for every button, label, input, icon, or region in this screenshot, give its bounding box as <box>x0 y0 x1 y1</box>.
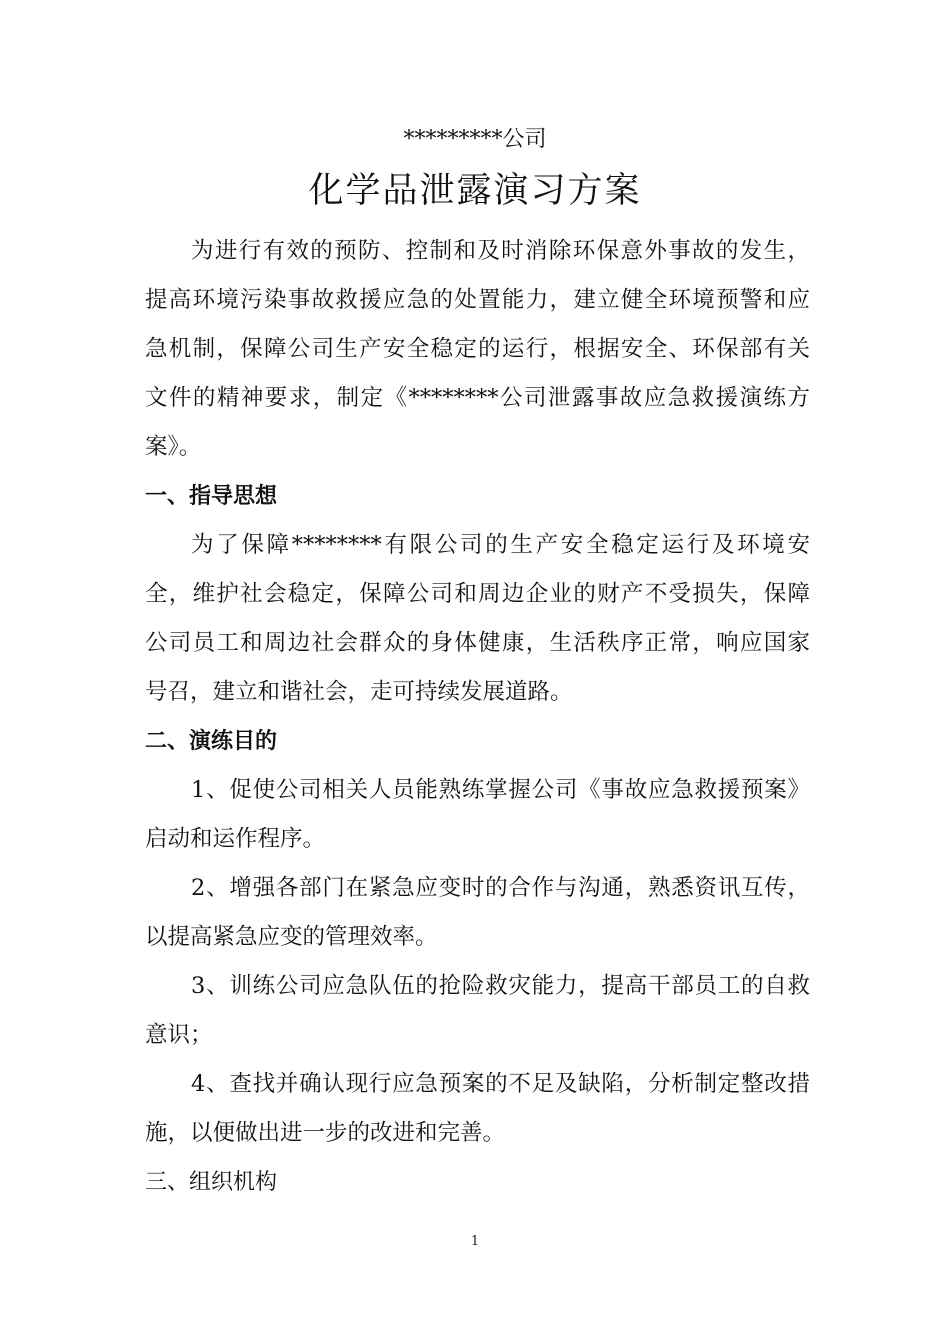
text-line: 以提高紧急应变的管理效率。 <box>145 924 438 950</box>
text-line: 3、训练公司应急队伍的抢险救灾能力，提高干部员工的自救 <box>191 973 810 999</box>
list-item <box>145 962 810 1060</box>
text-line: 案》。 <box>145 434 202 460</box>
section-drill-purpose <box>145 717 810 1158</box>
section-guiding-ideology <box>145 472 810 717</box>
text-line: 施，以便做出进一步的改进和完善。 <box>145 1120 506 1146</box>
text-line: 启动和运作程序。 <box>145 826 326 852</box>
section-heading: 一、指导思想 <box>145 484 278 509</box>
intro-paragraph <box>145 227 810 472</box>
list-item <box>145 766 810 864</box>
list-item <box>145 864 810 962</box>
text-line: 2、增强各部门在紧急应变时的合作与沟通，熟悉资讯互传， <box>191 875 810 901</box>
section-heading: 三、组织机构 <box>145 1170 278 1195</box>
text-line: 4、查找并确认现行应急预案的不足及缺陷，分析制定整改措 <box>191 1071 810 1097</box>
document-title: 化学品泄露演习方案 <box>308 171 642 211</box>
list-item <box>145 1060 810 1158</box>
text-line: 公司员工和周边社会群众的身体健康，生活秩序正常，响应国家 <box>145 630 810 656</box>
text-line: 提高环境污染事故救援应急的处置能力，建立健全环境预警和应 <box>145 287 810 313</box>
text-line: 号召，建立和谐社会，走可持续发展道路。 <box>145 679 573 705</box>
text-line: 全，维护社会稳定，保障公司和周边企业的财产不受损失，保障 <box>145 581 810 607</box>
document-body <box>145 227 810 1207</box>
company-name: *********公司 <box>403 127 547 152</box>
text-line: 急机制，保障公司生产安全稳定的运行，根据安全、环保部有关 <box>145 336 810 362</box>
text-line: 意识； <box>145 1022 213 1048</box>
text-line: 为了保障********有限公司的生产安全稳定运行及环境安 <box>191 532 810 558</box>
text-line: 1、促使公司相关人员能熟练掌握公司《事故应急救援预案》 <box>191 777 810 803</box>
page-number: 1 <box>470 1234 480 1249</box>
section-organization <box>145 1158 810 1207</box>
section-heading: 二、演练目的 <box>145 729 278 754</box>
text-line: 文件的精神要求，制定《********公司泄露事故应急救援演练方 <box>145 385 810 411</box>
text-line: 为进行有效的预防、控制和及时消除环保意外事故的发生， <box>191 238 810 264</box>
